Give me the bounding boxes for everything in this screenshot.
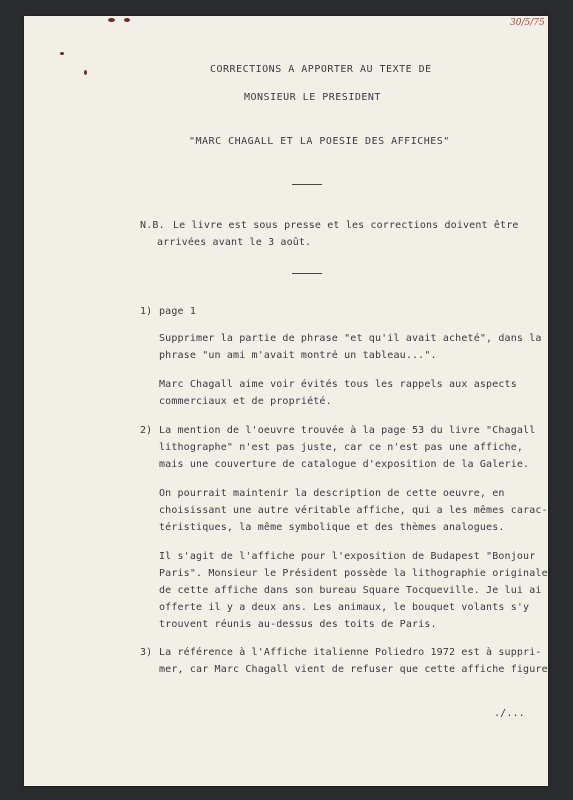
separator-rule — [292, 184, 322, 185]
nb-line-1: Le livre est sous presse et les corrections doivent être — [173, 220, 519, 231]
title-line-3: "MARC CHAGALL ET LA POESIE DES AFFICHES" — [189, 136, 450, 147]
title-line-2: MONSIEUR LE PRESIDENT — [244, 92, 381, 103]
continuation-mark: ./... — [494, 708, 525, 719]
ink-stain — [60, 52, 64, 55]
item-2-number: 2) — [140, 425, 153, 436]
nb-label: N.B. — [140, 220, 165, 231]
item-1-text: Marc Chagall aime voir évités tous les rappels aux aspects — [159, 379, 517, 390]
item-2-text: mais une couverture de catalogue d'exposition de la Galerie. — [159, 459, 530, 470]
item-2-text: offerte il y a deux ans. Les animaux, le bouquet volants s'y — [159, 602, 530, 613]
ink-stain — [124, 18, 130, 22]
item-3-text: La référence à l'Affiche italienne Poliedro 1972 est à suppri- — [159, 647, 542, 658]
handwritten-date: 30/5/75 — [510, 18, 545, 28]
ink-stain — [108, 18, 115, 22]
item-2-text: trouvent réunis au-dessus des toits de Paris. — [159, 619, 437, 630]
item-1-text: commerciaux et de propriété. — [159, 396, 332, 407]
item-1-text: Supprimer la partie de phrase "et qu'il avait acheté", dans la — [159, 333, 542, 344]
item-2-text: Paris". Monsieur le Président possède la lithographie originale — [159, 568, 548, 579]
item-2-text: On pourrait maintenir la description de cette oeuvre, en — [159, 488, 505, 499]
item-2-text: de cette affiche dans son bureau Square Tocqueville. Je lui ai — [159, 585, 542, 596]
item-2-text: téristiques, la même symbolique et des thèmes analogues. — [159, 522, 505, 533]
ink-stain — [84, 70, 87, 75]
document-page — [24, 16, 548, 786]
item-3-text: mer, car Marc Chagall vient de refuser que cette affiche figure — [159, 664, 548, 675]
item-1-heading: page 1 — [159, 306, 197, 317]
nb-line-2: arrivées avant le 3 août. — [157, 237, 312, 248]
item-2-text: choisissant une autre véritable affiche, qui a les mêmes carac- — [159, 505, 548, 516]
item-3-number: 3) — [140, 647, 153, 658]
item-1-number: 1) — [140, 306, 153, 317]
item-2-text: La mention de l'oeuvre trouvée à la page 53 du livre "Chagall — [159, 425, 536, 436]
separator-rule — [292, 273, 322, 274]
item-2-text: Il s'agit de l'affiche pour l'exposition de Budapest "Bonjour — [159, 551, 536, 562]
item-2-text: lithographe" n'est pas juste, car ce n'est pas une affiche, — [159, 442, 524, 453]
item-1-text: phrase "un ami m'avait montré un tableau...". — [159, 350, 437, 361]
title-line-1: CORRECTIONS A APPORTER AU TEXTE DE — [210, 64, 432, 75]
